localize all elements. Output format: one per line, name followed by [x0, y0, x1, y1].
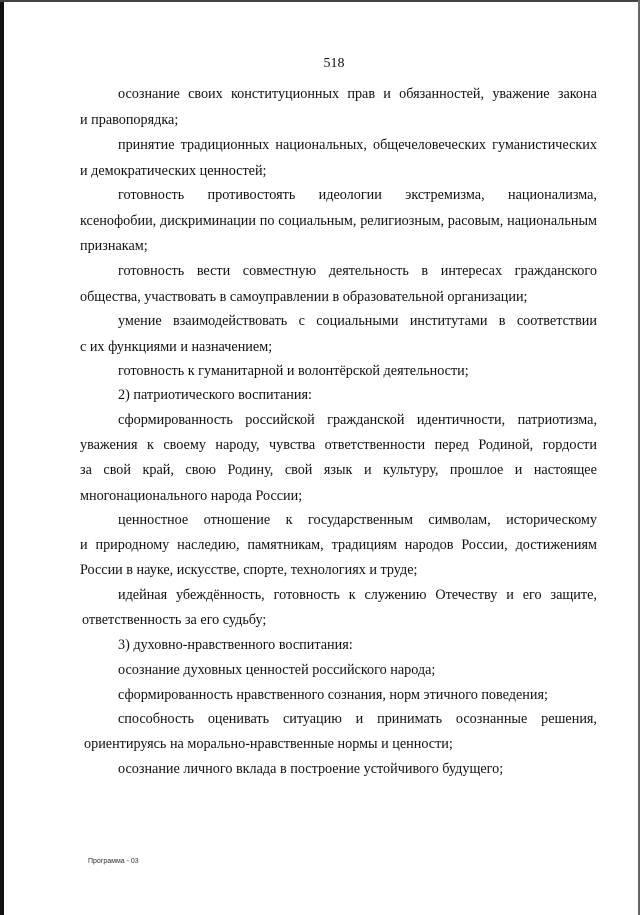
text-line: и природному наследию, памятникам, традициям народов России, достижениям: [80, 537, 597, 553]
text-line: сформированность нравственного сознания, норм этичного поведения;: [118, 687, 548, 703]
text-line: готовность вести совместную деятельность в интересах гражданского: [118, 263, 597, 279]
text-line: и демократических ценностей;: [80, 163, 267, 179]
text-line: 3) духовно-нравственного воспитания:: [118, 637, 353, 653]
text-line: 2) патриотического воспитания:: [118, 387, 312, 403]
scan-edge-top: [0, 0, 640, 2]
text-line: признакам;: [80, 238, 148, 254]
text-line: России в науке, искусстве, спорте, технологиях и труде;: [80, 562, 418, 578]
text-line: готовность к гуманитарной и волонтёрской деятельности;: [118, 363, 469, 379]
text-line: за свой край, свою Родину, свой язык и культуру, прошлое и настоящее: [80, 462, 597, 478]
text-line: умение взаимодействовать с социальными институтами в соответствии: [118, 313, 597, 329]
text-line: осознание личного вклада в построение устойчивого будущего;: [118, 761, 504, 777]
text-line: осознание духовных ценностей российского народа;: [118, 662, 436, 678]
text-line: уважения к своему народу, чувства ответственности перед Родиной, гордости: [80, 437, 597, 453]
text-line: многонационального народа России;: [80, 488, 303, 504]
text-line: с их функциями и назначением;: [80, 339, 273, 355]
text-line: ориентируясь на морально-нравственные нормы и ценности;: [84, 736, 453, 752]
text-line: ответственность за его судьбу;: [82, 612, 267, 628]
text-line: готовность противостоять идеологии экстремизма, национализма,: [118, 187, 597, 203]
text-line: и правопорядка;: [80, 112, 179, 128]
text-line: сформированность российской гражданской идентичности, патриотизма,: [118, 412, 597, 428]
text-line: общества, участвовать в самоуправлении в образовательной организации;: [80, 289, 528, 305]
text-line: ксенофобии, дискриминации по социальным, религиозным, расовым, национальным: [80, 213, 597, 229]
text-line: ценностное отношение к государственным символам, историческому: [118, 512, 597, 528]
text-line: способность оценивать ситуацию и принимать осознанные решения,: [118, 711, 597, 727]
text-line: осознание своих конституционных прав и обязанностей, уважение закона: [118, 86, 597, 102]
footer-note: Программа - 03: [88, 858, 139, 865]
page-number: 518: [323, 56, 345, 71]
text-line: принятие традиционных национальных, общечеловеческих гуманистических: [118, 137, 597, 153]
scan-edge-left: [0, 0, 4, 915]
text-line: идейная убеждённость, готовность к служению Отечеству и его защите,: [118, 587, 597, 603]
